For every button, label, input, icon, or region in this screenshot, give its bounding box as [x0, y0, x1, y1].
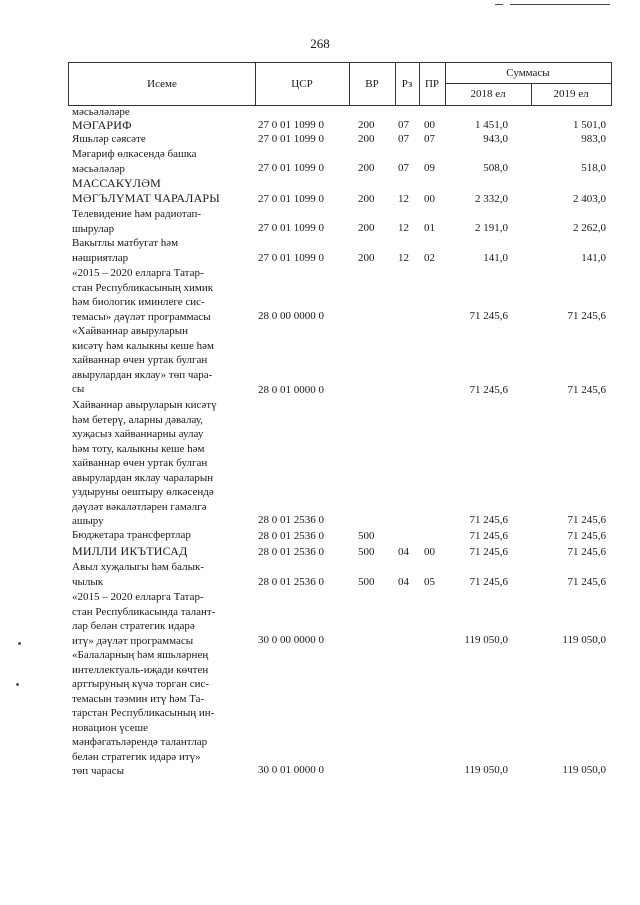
- row-sum-2019: 71 245,6: [567, 514, 606, 526]
- row-rz: 12: [398, 193, 409, 205]
- row-name: «2015 – 2020 елларга Татар- стан Республикасының химик һәм биологик иминлеге сис- темасы» дәүләт программасы: [72, 267, 214, 323]
- row-rz: 07: [398, 162, 409, 174]
- row-pr: 02: [424, 252, 435, 264]
- row-sum-2018: 2 191,0: [475, 222, 508, 234]
- table-header: [68, 62, 612, 106]
- row-rz: 04: [398, 576, 409, 588]
- row-sum-2018: 119 050,0: [464, 764, 508, 776]
- row-name: «Хайваннар авыруларын кисәтү һәм калыкны кеше һәм хайваннар өчен уртак булган авырулардан яклау» төп чара- сы: [72, 325, 214, 395]
- row-sum-2019: 2 262,0: [573, 222, 606, 234]
- row-csr: 27 0 01 1099 0: [258, 222, 324, 234]
- row-csr: 30 0 01 0000 0: [258, 764, 324, 776]
- row-name: Вакытлы матбугат һәм нәшриятлар: [72, 237, 179, 264]
- row-sum-2018: 71 245,6: [469, 310, 508, 322]
- header-vr: ВР: [349, 63, 396, 105]
- row-pr: 09: [424, 162, 435, 174]
- row-sum-2019: 518,0: [581, 162, 606, 174]
- table-row: [0, 590, 640, 648]
- row-vr: 200: [358, 119, 375, 131]
- table-row: [0, 132, 640, 147]
- row-csr: 28 0 01 2536 0: [258, 514, 324, 526]
- table-row: [0, 105, 640, 118]
- row-pr: 05: [424, 576, 435, 588]
- row-vr: 500: [358, 546, 375, 558]
- row-sum-2018: 943,0: [483, 133, 508, 145]
- table-body: [0, 105, 640, 778]
- row-sum-2018: 1 451,0: [475, 119, 508, 131]
- table-row: [0, 324, 640, 398]
- row-pr: 07: [424, 133, 435, 145]
- row-csr: 28 0 01 0000 0: [258, 384, 324, 396]
- header-name: Исеме: [69, 63, 256, 105]
- row-sum-2019: 119 050,0: [562, 764, 606, 776]
- table-row: [0, 207, 640, 236]
- row-sum-2019: 71 245,6: [567, 384, 606, 396]
- page-number: 268: [310, 36, 330, 51]
- row-sum-2018: 71 245,6: [469, 530, 508, 542]
- row-sum-2019: 2 403,0: [573, 193, 606, 205]
- row-sum-2018: 119 050,0: [464, 634, 508, 646]
- row-pr: 00: [424, 193, 435, 205]
- row-vr: 200: [358, 133, 375, 145]
- header-pr: ПР: [419, 63, 446, 105]
- row-rz: 12: [398, 252, 409, 264]
- row-vr: 200: [358, 193, 375, 205]
- row-name: Авыл хуҗалыгы һәм балык- чылык: [72, 561, 205, 588]
- header-sums: Суммасы: [445, 63, 611, 84]
- row-sum-2018: 2 332,0: [475, 193, 508, 205]
- row-name: Бюджетара трансфертлар: [72, 529, 191, 541]
- row-name: «2015 – 2020 елларга Татар- стан Республикасында талант- лар белән стратегик идарә итү» дәүләт программасы: [72, 591, 216, 647]
- row-csr: 27 0 01 1099 0: [258, 252, 324, 264]
- header-year-2019: 2019 ел: [553, 88, 589, 100]
- row-csr: 27 0 01 1099 0: [258, 193, 324, 205]
- row-csr: 28 0 01 2536 0: [258, 576, 324, 588]
- row-csr: 28 0 00 0000 0: [258, 310, 324, 322]
- row-vr: 500: [358, 576, 375, 588]
- header-rz: Рз: [395, 63, 420, 105]
- row-vr: 500: [358, 530, 375, 542]
- top-rule: [510, 4, 610, 5]
- row-name: Яшьләр сәясәте: [72, 133, 146, 145]
- table-row: [0, 560, 640, 590]
- row-sum-2019: 119 050,0: [562, 634, 606, 646]
- row-sum-2019: 1 501,0: [573, 119, 606, 131]
- table-row: [0, 147, 640, 176]
- row-name: Хайваннар авыруларын кисәтү һәм бетерү, аларны дәвалау, хуҗасыз хайваннарны аулау һәм тоту, калыкны кеше һәм хайваннар өчен уртак булган авырулардан яклау чараларын уздыруны оештыру өлкәсендә дәүләт вәкаләтләрен гамәлгә ашыру: [72, 399, 217, 527]
- row-name: МАССАКҮЛӘМ МӘГЪЛҮМАТ ЧАРАЛАРЫ: [72, 176, 220, 205]
- row-csr: 28 0 01 2536 0: [258, 546, 324, 558]
- header-csr: ЦСР: [255, 63, 350, 105]
- row-pr: 01: [424, 222, 435, 234]
- row-sum-2019: 141,0: [581, 252, 606, 264]
- row-sum-2018: 71 245,6: [469, 546, 508, 558]
- row-name: мәсьәләләре: [72, 106, 130, 118]
- row-sum-2018: 71 245,6: [469, 514, 508, 526]
- row-rz: 07: [398, 133, 409, 145]
- row-csr: 28 0 01 2536 0: [258, 530, 324, 542]
- row-csr: 27 0 01 1099 0: [258, 133, 324, 145]
- row-pr: 00: [424, 119, 435, 131]
- row-sum-2018: 71 245,6: [469, 384, 508, 396]
- row-sum-2019: 71 245,6: [567, 546, 606, 558]
- row-name: «Балаларның һәм яшьләрнең интеллектуаль-иҗади көчтен арттыруның күчә торган сис- темасын тәэмин итү һәм Та- тарстан Республикасының ин- новацион үсеше мәнфәгатьләрендә талантлар белән стратегик идарә итү» төп чарасы: [72, 649, 215, 777]
- row-sum-2018: 71 245,6: [469, 576, 508, 588]
- row-name: МИЛЛИ ИКЪТИСАД: [72, 544, 188, 558]
- row-vr: 200: [358, 222, 375, 234]
- row-sum-2019: 71 245,6: [567, 310, 606, 322]
- table-row: [0, 544, 640, 560]
- table-row: [0, 398, 640, 528]
- table-row: [0, 528, 640, 544]
- row-csr: 30 0 00 0000 0: [258, 634, 324, 646]
- row-sum-2018: 141,0: [483, 252, 508, 264]
- table-row: [0, 118, 640, 132]
- row-sum-2019: 71 245,6: [567, 576, 606, 588]
- row-name: Телевидение һәм радиотап- шырулар: [72, 208, 202, 235]
- table-row: [0, 176, 640, 207]
- row-name: МӘГАРИФ: [72, 118, 132, 132]
- row-rz: 04: [398, 546, 409, 558]
- row-vr: 200: [358, 252, 375, 264]
- row-sum-2019: 71 245,6: [567, 530, 606, 542]
- header-year-2018: 2018 ел: [445, 83, 532, 105]
- row-vr: 200: [358, 162, 375, 174]
- row-csr: 27 0 01 1099 0: [258, 162, 324, 174]
- table-row: [0, 648, 640, 778]
- row-csr: 27 0 01 1099 0: [258, 119, 324, 131]
- row-sum-2018: 508,0: [483, 162, 508, 174]
- row-sum-2019: 983,0: [581, 133, 606, 145]
- row-name: Мәгариф өлкәсендә башка мәсьәләләр: [72, 148, 197, 175]
- row-rz: 07: [398, 119, 409, 131]
- table-row: [0, 266, 640, 324]
- row-pr: 00: [424, 546, 435, 558]
- table-row: [0, 236, 640, 266]
- top-rule-short: [495, 4, 503, 5]
- row-rz: 12: [398, 222, 409, 234]
